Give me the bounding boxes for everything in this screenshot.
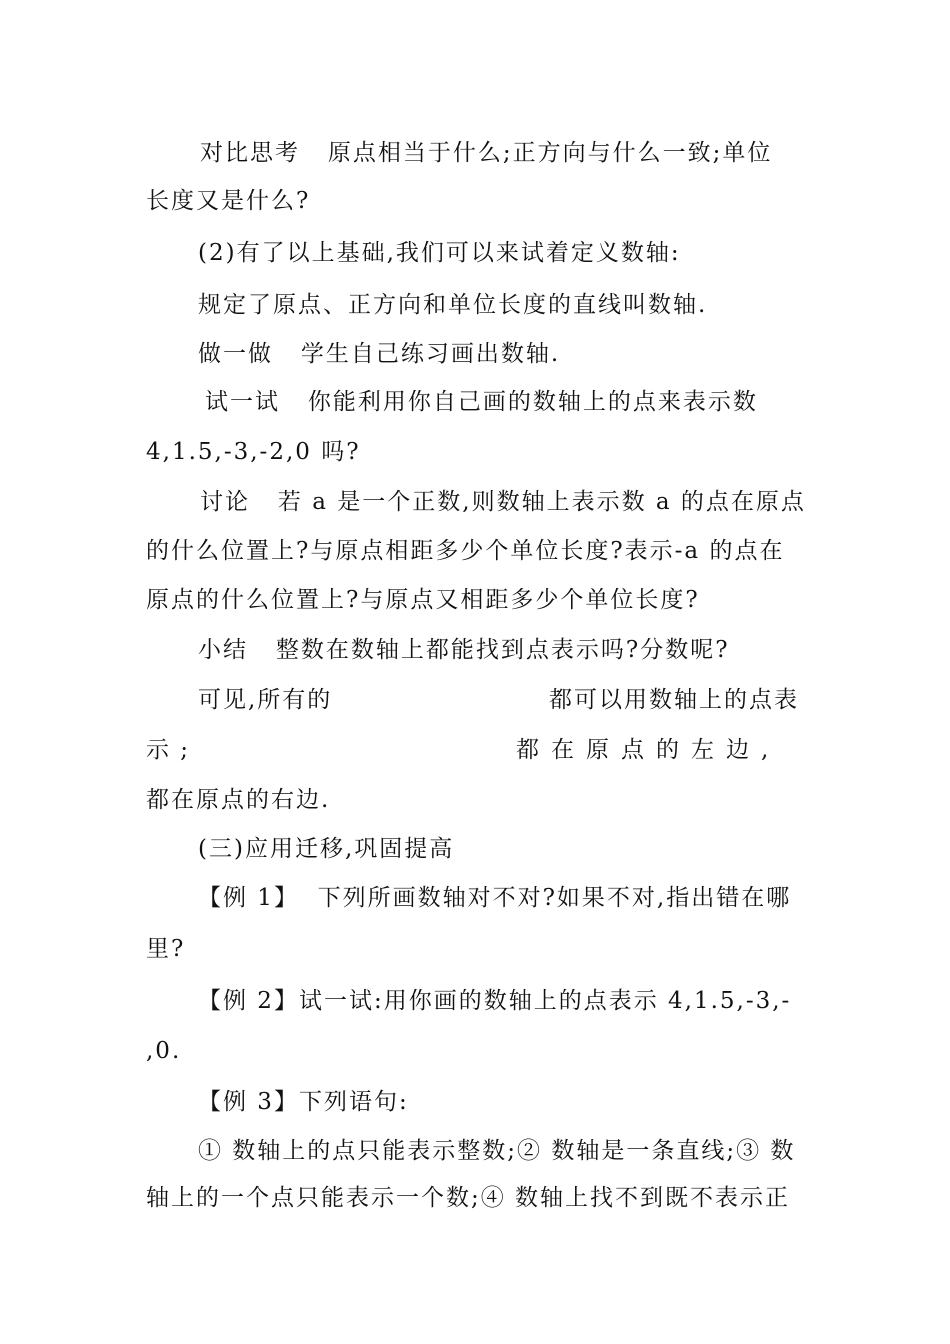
text-line: 小结 整数在数轴上都能找到点表示吗?分数呢?: [198, 637, 730, 663]
text-line: ① 数轴上的点只能表示整数;② 数轴是一条直线;③ 数: [198, 1138, 796, 1164]
text-line: 的什么位置上?与原点相距多少个单位长度?表示-a 的点在: [146, 538, 785, 564]
text-line: 【例 3】下列语句:: [198, 1089, 409, 1115]
text-line: 都在原点的左边,: [516, 737, 781, 763]
text-line: 做一做 学生自己练习画出数轴.: [198, 341, 561, 367]
text-line: (2)有了以上基础,我们可以来试着定义数轴:: [198, 240, 681, 266]
text-line: 【例 2】试一试:用你画的数轴上的点表示 4,1.5,-3,-: [198, 988, 792, 1014]
text-line: (三)应用迁移,巩固提高: [198, 836, 455, 862]
text-line: 原点的什么位置上?与原点又相距多少个单位长度?: [146, 587, 700, 613]
text-line: 对比思考 原点相当于什么;正方向与什么一致;单位: [200, 140, 773, 166]
text-line: 【例 1】 下列所画数轴对不对?如果不对,指出错在哪: [198, 885, 792, 911]
text-line: 规定了原点、正方向和单位长度的直线叫数轴.: [198, 292, 708, 318]
text-line: 都可以用数轴上的点表: [549, 687, 799, 713]
text-line: 示 ;: [146, 737, 191, 763]
text-line: 里?: [146, 936, 186, 962]
text-line: 4,1.5,-3,-2,0 吗?: [146, 439, 361, 465]
text-line: 试一试 你能利用你自己画的数轴上的点来表示数: [205, 389, 758, 415]
text-line: 长度又是什么?: [146, 188, 311, 214]
text-line: 都在原点的右边.: [146, 787, 331, 813]
text-line: ,0.: [146, 1038, 182, 1064]
text-line: 可见,所有的: [198, 687, 333, 713]
text-line: 讨论 若 a 是一个正数,则数轴上表示数 a 的点在原点: [200, 489, 806, 515]
text-line: 轴上的一个点只能表示一个数;④ 数轴上找不到既不表示正: [146, 1185, 791, 1211]
